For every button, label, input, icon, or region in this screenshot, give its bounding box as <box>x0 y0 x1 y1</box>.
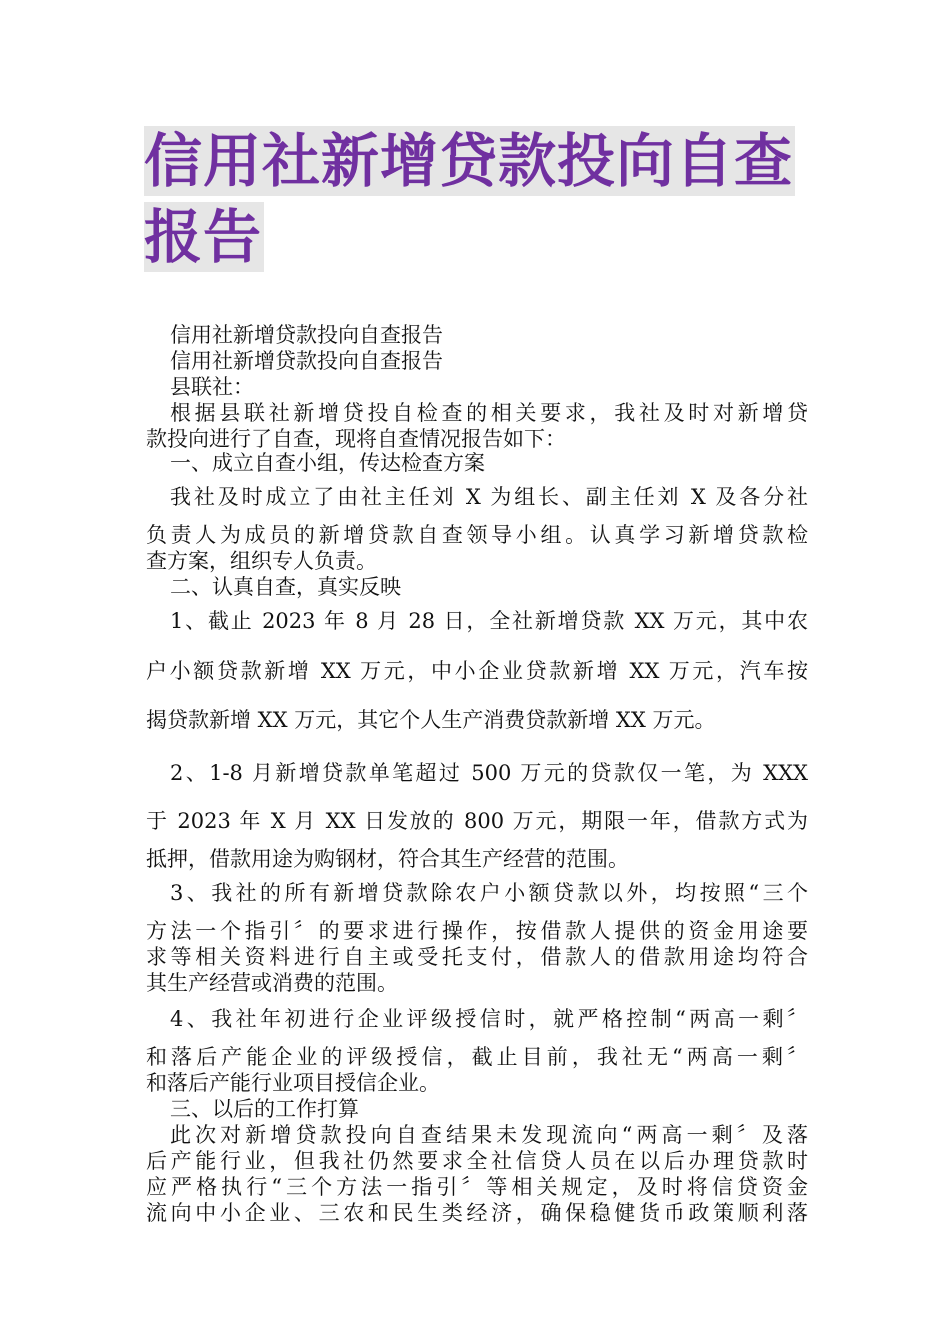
body-line: 我社及时成立了由社主任刘 X 为组长、副主任刘 X 及各分社 <box>170 485 808 509</box>
body-line: 方法一个指引〞的要求进行操作，按借款人提供的资金用途要 <box>146 919 808 943</box>
body-line: 3、我社的所有新增贷款除农户小额贷款以外，均按照“三个 <box>170 881 808 905</box>
title-line-2: 报告 <box>144 203 263 271</box>
body-line: 于 2023 年 X 月 XX 日发放的 800 万元，期限一年，借款方式为 <box>146 809 808 833</box>
body-line: 4、我社年初进行企业评级授信时，就严格控制“两高一剩〞 <box>170 1007 808 1031</box>
body-line: 二、认真自查，真实反映 <box>170 575 401 599</box>
body-line: 一、成立自查小组，传达检查方案 <box>170 451 485 475</box>
title-line-1: 信用社新增贷款投向自查 <box>144 127 794 195</box>
body-line: 户小额贷款新增 XX 万元，中小企业贷款新增 XX 万元，汽车按 <box>146 659 808 683</box>
body-line: 三、以后的工作打算 <box>170 1097 359 1121</box>
body-line: 款投向进行了自查，现将自查情况报告如下： <box>146 427 566 451</box>
body-line: 抵押，借款用途为购钢材，符合其生产经营的范围。 <box>146 847 629 871</box>
body-line: 求等相关资料进行自主或受托支付，借款人的借款用途均符合 <box>146 945 808 969</box>
body-line: 根据县联社新增贷投自检查的相关要求，我社及时对新增贷 <box>170 401 808 425</box>
body-line: 信用社新增贷款投向自查报告 <box>170 323 443 347</box>
body-line: 和落后产能行业项目授信企业。 <box>146 1071 440 1095</box>
body-line: 其生产经营或消费的范围。 <box>146 971 398 995</box>
body-line: 信用社新增贷款投向自查报告 <box>170 349 443 373</box>
body-line: 负责人为成员的新增贷款自查领导小组。认真学习新增贷款检 <box>146 523 808 547</box>
body-line: 揭贷款新增 XX 万元，其它个人生产消费贷款新增 XX 万元。 <box>146 708 716 732</box>
body-line: 后产能行业，但我社仍然要求全社信贷人员在以后办理贷款时 <box>146 1149 808 1173</box>
body-line: 县联社： <box>170 375 254 399</box>
body-line: 1、截止 2023 年 8 月 28 日，全社新增贷款 XX 万元，其中农 <box>170 609 808 633</box>
body-line: 和落后产能企业的评级授信，截止目前，我社无“两高一剩〞 <box>146 1045 808 1069</box>
body-line: 查方案，组织专人负责。 <box>146 549 377 573</box>
body-line: 此次对新增贷款投向自查结果未发现流向“两高一剩〞及落 <box>170 1123 808 1147</box>
body-line: 2、1-8 月新增贷款单笔超过 500 万元的贷款仅一笔，为 XXX <box>170 761 808 785</box>
body-line: 应严格执行“三个方法一指引〞等相关规定，及时将信贷资金 <box>146 1175 808 1199</box>
body-line: 流向中小企业、三农和民生类经济，确保稳健货币政策顺利落 <box>146 1201 808 1225</box>
